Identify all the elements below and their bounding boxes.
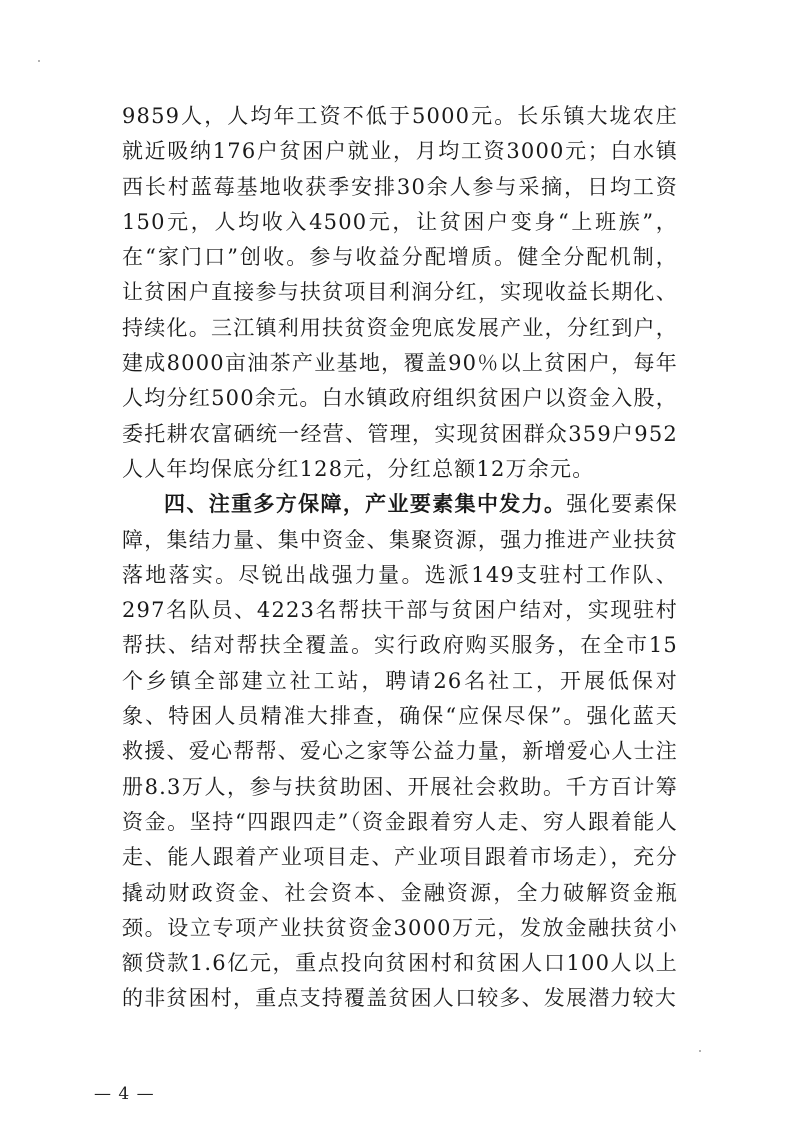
scan-speck	[38, 60, 40, 62]
section-body: 强化要素保障，集结力量、集中资金、集聚资源，强力推进产业扶贫落地落实。尽锐出战强力量。选派149支驻村工作队、297名队员、4223名帮扶干部与贫困户结对，实现驻村帮扶、结对帮扶全覆盖。实行政府购买服务，在全市15个乡镇全部建立社工站，聘请26名社工，开展低保对象、特困人员精准大排查，确保“应保尽保”。强化蓝天救援、爱心帮帮、爱心之家等公益力量，新增爱心人士注册8.3万人，参与扶贫助困、开展社会救助。千方百计筹资金。坚持“四跟四走”（资金跟着穷人走、穷人跟着能人走、能人跟着产业项目走、产业项目跟着市场走），充分撬动财政资金、社会资本、金融资源，全力破解资金瓶颈。设立专项产业扶贫资金3000万元，发放金融扶贫小额贷款1.6亿元，重点投向贫困村和贫困人口100人以上的非贫困村，重点支持覆盖贫困人口较多、发展潜力较大	[122, 492, 678, 1011]
paragraph-continued: 9859人，人均年工资不低于5000元。长乐镇大垅农庄就近吸纳176户贫困户就业，月均工资3000元；白水镇西长村蓝莓基地收获季安排30余人参与采摘，日均工资150元，人均收入4500元，让贫困户变身“上班族”，在“家门口”创收。参与收益分配增质。健全分配机制，让贫困户直接参与扶贫项目利润分红，实现收益长期化、持续化。三江镇利用扶贫资金兜底发展产业，分红到户，建成8000亩油茶产业基地，覆盖90％以上贫困户，每年人均分红500余元。白水镇政府组织贫困户以资金入股，委托耕农富硒统一经营、管理，实现贫困群众359户952人人年均保底分红128元，分红总额12万余元。	[122, 104, 678, 481]
page-number: — 4 —	[94, 1084, 155, 1104]
section-heading: 四、注重多方保障，产业要素集中发力。	[164, 492, 567, 517]
body-text	[122, 99, 678, 1017]
scan-speck	[699, 1050, 701, 1052]
paragraph-section-4	[122, 487, 678, 1016]
